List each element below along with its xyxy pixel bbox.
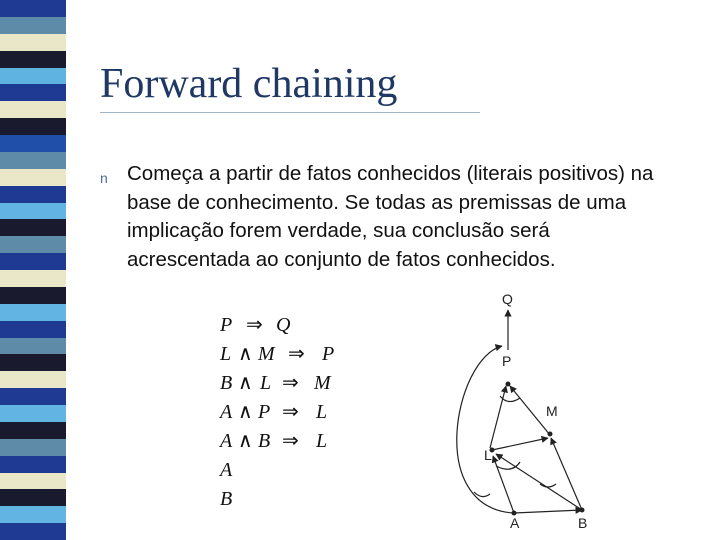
edge-a-p <box>457 346 514 513</box>
stripe <box>0 422 66 439</box>
formula-operator: ∧ <box>238 343 253 365</box>
formula-term: B <box>220 372 233 394</box>
stripe <box>0 523 66 540</box>
bullet-text: Começa a partir de fatos conhecidos (literais positivos) na base de conhecimento. Se todas as premissas de uma implicação forem verdade, sua conclusão será acrescentada ao conjunto de fatos conhecidos. <box>127 162 654 271</box>
stripe <box>0 371 66 388</box>
formula-term: B <box>220 488 233 510</box>
stripe <box>0 34 66 51</box>
formula-term: B <box>258 430 271 452</box>
edge-a-b <box>514 510 582 513</box>
formula-term: L <box>260 372 272 394</box>
formula-term: M <box>258 343 275 365</box>
stripe <box>0 405 66 422</box>
stripe <box>0 270 66 287</box>
node-label-l: L <box>484 447 492 463</box>
node-label-a: A <box>510 515 520 531</box>
stripe <box>0 287 66 304</box>
stripe <box>0 236 66 253</box>
stripe <box>0 0 66 17</box>
and-arc <box>474 492 490 497</box>
stripe <box>0 101 66 118</box>
stripe <box>0 253 66 270</box>
stripe <box>0 169 66 186</box>
and-or-graph <box>430 288 610 533</box>
stripe <box>0 186 66 203</box>
node-label-b: B <box>578 515 588 531</box>
edge-l-p <box>490 386 506 448</box>
formula-term: L <box>220 343 232 365</box>
formula-operator: ⇒ <box>288 343 305 365</box>
formula-term: P <box>258 401 271 423</box>
bullet-marker: n <box>100 170 108 186</box>
stripe <box>0 219 66 236</box>
stripe <box>0 354 66 371</box>
formula-term: A <box>220 401 233 423</box>
stripe <box>0 304 66 321</box>
formula-term: L <box>316 430 328 452</box>
stripe <box>0 203 66 220</box>
stripe <box>0 439 66 456</box>
stripe <box>0 135 66 152</box>
formula-operator: ∧ <box>238 372 253 394</box>
stripe <box>0 338 66 355</box>
stripe <box>0 489 66 506</box>
stripe <box>0 118 66 135</box>
slide-title: Forward chaining <box>100 61 398 107</box>
node-label-q: Q <box>502 291 513 307</box>
decorative-stripe-bar <box>0 0 66 540</box>
title-divider <box>100 112 480 113</box>
stripe <box>0 321 66 338</box>
edge-b-l <box>496 454 582 510</box>
stripe <box>0 456 66 473</box>
stripe <box>0 17 66 34</box>
edge-a-l <box>493 456 514 513</box>
stripe <box>0 84 66 101</box>
edge-m-p <box>510 386 550 435</box>
formula-operator: ⇒ <box>246 314 263 336</box>
stripe <box>0 473 66 490</box>
stripe <box>0 51 66 68</box>
and-arc <box>496 462 520 469</box>
formula-term: A <box>220 459 233 481</box>
node-label-m: M <box>546 403 558 419</box>
formula-operator: ⇒ <box>282 372 299 394</box>
formula-operator: ⇒ <box>282 430 299 452</box>
formula-operator: ∧ <box>238 430 253 452</box>
formula-term: Q <box>276 314 291 336</box>
formula-term: P <box>322 343 335 365</box>
formula-operator: ∧ <box>238 401 253 423</box>
node-label-p: P <box>502 353 512 369</box>
stripe <box>0 388 66 405</box>
stripe <box>0 152 66 169</box>
formula-term: A <box>220 430 233 452</box>
edge-l-m <box>492 438 548 450</box>
formula-operator: ⇒ <box>282 401 299 423</box>
formula-term: L <box>316 401 328 423</box>
stripe <box>0 68 66 85</box>
formula-term: P <box>220 314 233 336</box>
formula-term: M <box>314 372 331 394</box>
stripe <box>0 506 66 523</box>
